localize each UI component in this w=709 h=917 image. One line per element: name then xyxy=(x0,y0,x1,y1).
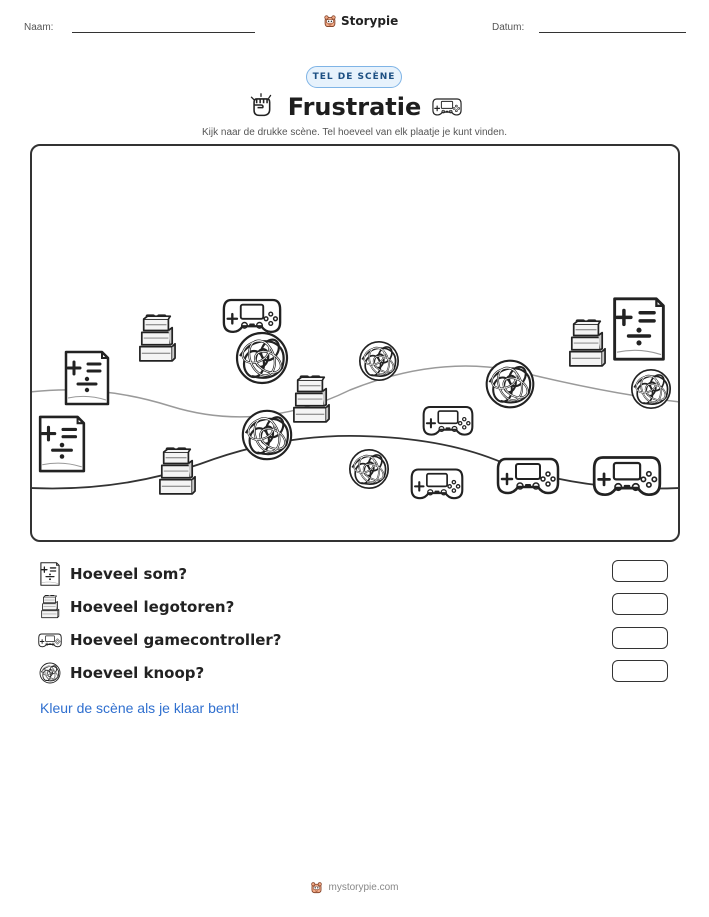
counting-scene[interactable] xyxy=(30,144,680,542)
lego-tower-icon xyxy=(160,448,195,494)
brand-name: Storypie xyxy=(341,14,399,28)
question-label: Hoeveel som? xyxy=(70,565,188,583)
date-label: Datum: xyxy=(492,22,525,33)
back-hill-line xyxy=(30,366,680,417)
sum-icon xyxy=(38,561,62,587)
game-controller-icon xyxy=(412,470,463,499)
lego-tower-icon xyxy=(294,376,329,422)
game-controller-icon xyxy=(424,407,473,435)
question-label: Hoeveel legotoren? xyxy=(70,598,235,616)
name-label: Naam: xyxy=(24,22,54,33)
sum-icon xyxy=(40,417,84,471)
mascot-icon xyxy=(310,881,323,894)
question-knoop xyxy=(38,661,204,685)
brand-logo xyxy=(323,14,398,28)
game-controller-icon xyxy=(224,300,280,332)
lego-tower-icon xyxy=(38,594,62,620)
game-controller-icon xyxy=(432,96,462,117)
tangled-knot-icon xyxy=(38,661,62,685)
sum-icon xyxy=(66,352,108,404)
answer-box-knoop[interactable] xyxy=(612,660,668,682)
question-som xyxy=(38,561,187,587)
name-field[interactable] xyxy=(72,32,255,33)
lego-tower-icon xyxy=(570,320,605,366)
answer-box-legotoren[interactable] xyxy=(612,593,668,615)
game-controller-icon xyxy=(594,458,660,495)
mascot-icon xyxy=(323,14,337,28)
question-label: Hoeveel knoop? xyxy=(70,664,205,682)
instructions: Kijk naar de drukke scène. Tel hoeveel van elk plaatje je kunt vinden. xyxy=(201,127,507,138)
question-label: Hoeveel gamecontroller? xyxy=(70,631,282,649)
tangled-knot-icon xyxy=(237,333,287,383)
tangled-knot-icon xyxy=(243,411,291,459)
lego-tower-icon xyxy=(140,315,175,361)
tangled-knot-icon xyxy=(350,450,388,488)
tangled-knot-icon xyxy=(632,370,670,408)
tangled-knot-icon xyxy=(487,361,534,408)
question-legotoren xyxy=(38,594,234,620)
page-title: Frustratie xyxy=(287,93,422,121)
answer-box-gamecontroller[interactable] xyxy=(612,627,668,649)
sum-icon xyxy=(615,299,664,359)
game-controller-icon xyxy=(38,628,62,652)
question-gamecontroller xyxy=(38,628,282,652)
tangled-knot-icon xyxy=(360,342,398,380)
footer-site[interactable]: mystorypie.com xyxy=(328,882,399,893)
date-field[interactable] xyxy=(539,32,686,33)
finish-instruction: Kleur de scène als je klaar bent! xyxy=(40,700,240,716)
footer xyxy=(0,881,709,894)
activity-badge: TEL DE SCÈNE xyxy=(306,66,402,88)
answer-box-som[interactable] xyxy=(612,560,668,582)
game-controller-icon xyxy=(498,459,558,493)
